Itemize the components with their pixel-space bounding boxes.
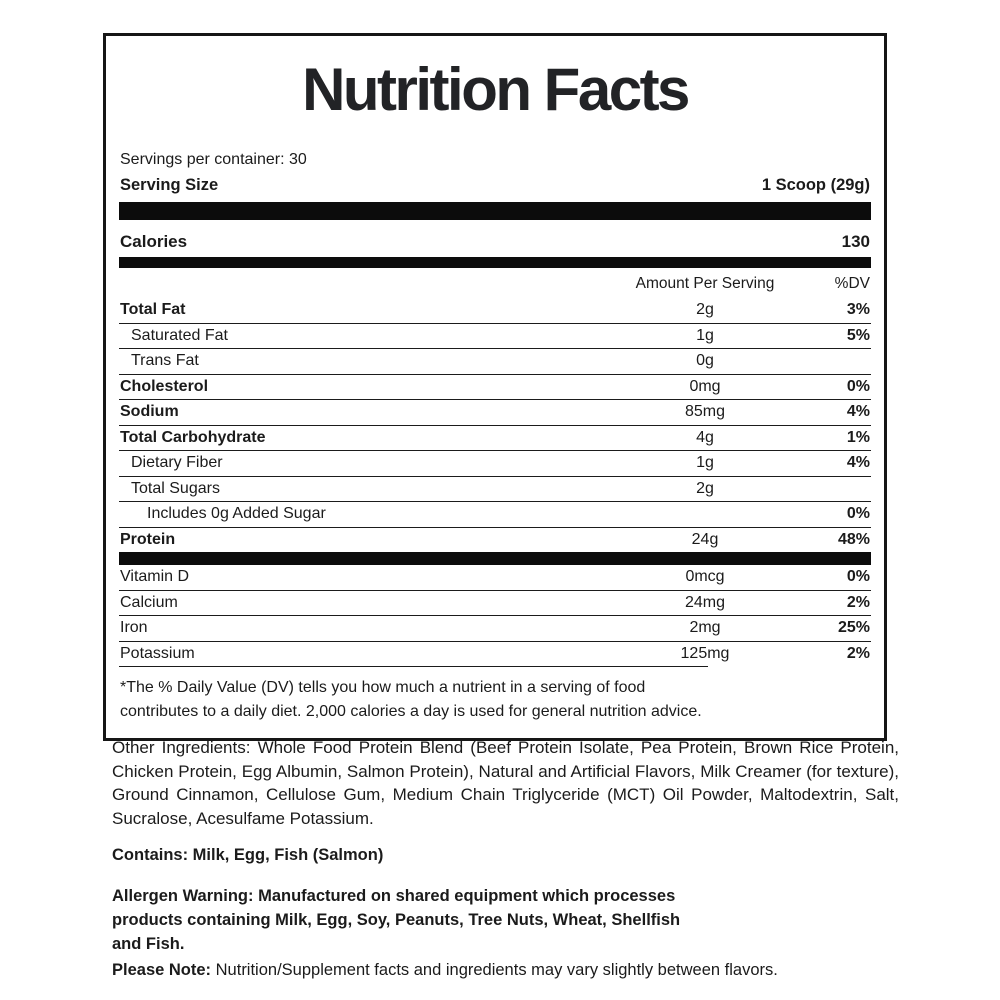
divider-bar-protein: [119, 552, 871, 565]
serving-size-row: [119, 176, 871, 202]
nutrient-name: Sodium: [120, 403, 179, 420]
nutrient-dv: 2%: [846, 593, 870, 611]
column-header-amount: Amount Per Serving: [635, 275, 775, 292]
nutrient-amount: 0mg: [689, 377, 721, 395]
nutrient-name: Total Fat: [120, 301, 186, 318]
serving-size-value: 1 Scoop (29g): [761, 176, 870, 194]
nutrient-rows-section: [119, 298, 871, 552]
divider-bar-thick: [119, 202, 871, 220]
please-note-label: Please Note:: [112, 961, 212, 979]
nutrient-name: Trans Fat: [131, 352, 199, 369]
please-note: [112, 959, 899, 982]
below-label-section: [112, 736, 899, 982]
nutrient-amount: 85mg: [684, 403, 726, 420]
nutrient-row: [119, 374, 871, 400]
nutrient-amount: 1g: [696, 454, 714, 471]
calories-row: [119, 220, 871, 257]
nutrient-dv: 3%: [846, 301, 870, 318]
daily-value-footnote: *The % Daily Value (DV) tells you how much a nutrient in a serving of food contributes to a daily diet. 2,000 calories a day is used for general nutrition advice.: [119, 666, 708, 724]
please-note-text: Nutrition/Supplement facts and ingredients may vary slightly between flavors.: [215, 961, 778, 979]
nutrient-dv: 48%: [837, 530, 870, 548]
nutrient-name: Total Carbohydrate: [120, 428, 266, 446]
nutrient-name: Dietary Fiber: [131, 454, 223, 471]
nutrient-name: Total Sugars: [131, 479, 220, 497]
nutrient-dv: 0%: [846, 377, 870, 395]
nutrient-row: [119, 399, 871, 425]
nutrient-amount: 1g: [696, 326, 714, 344]
nutrient-name: Includes 0g Added Sugar: [147, 505, 326, 522]
nutrient-amount: 2g: [696, 301, 714, 318]
nutrient-dv: 1%: [846, 428, 870, 446]
divider-bar-medium: [119, 257, 871, 268]
nutrient-row: [119, 476, 871, 502]
nutrient-dv: 2%: [846, 644, 870, 662]
column-header-dv: %DV: [834, 275, 870, 292]
nutrition-facts-panel: [103, 33, 887, 741]
other-ingredients-text: Other Ingredients: Whole Food Protein Blend (Beef Protein Isolate, Pea Protein, Brown Rice Protein, Chicken Protein, Egg Albumin, Salmon Protein), Natural and Artificial Flavors, Milk Creamer (for texture), Ground Cinnamon, Cellulose Gum, Medium Chain Triglyceride (MCT) Oil Powder, Maltodextrin, Salt, Sucralose, Acesulfame Potassium.: [112, 738, 899, 828]
nutrient-amount: 24mg: [684, 593, 726, 611]
nutrient-name: Protein: [120, 530, 176, 548]
allergen-warning: [112, 884, 690, 956]
nutrient-amount: 125mg: [680, 644, 730, 662]
serving-size-label: Serving Size: [120, 176, 219, 194]
nutrient-name: Iron: [120, 619, 148, 636]
nutrient-row: [119, 298, 871, 323]
nutrient-name: Calcium: [120, 593, 178, 611]
nutrient-row: [119, 501, 871, 527]
nutrient-row: [119, 425, 871, 451]
nutrient-dv: 4%: [846, 403, 870, 420]
nutrient-amount: 2mg: [689, 619, 721, 636]
nutrient-row: [119, 565, 871, 590]
nutrient-row: [119, 527, 871, 553]
nutrient-dv: 25%: [837, 619, 870, 636]
nutrient-row: [119, 348, 871, 374]
allergen-warning-label: Allergen Warning:: [112, 887, 254, 905]
contains-statement: Contains: Milk, Egg, Fish (Salmon): [112, 846, 384, 864]
vitamin-rows-section: [119, 565, 871, 666]
nutrient-name: Vitamin D: [120, 568, 190, 585]
nutrient-dv: 4%: [846, 454, 870, 471]
nutrient-amount: 2g: [696, 479, 714, 497]
calories-value: 130: [841, 232, 870, 251]
column-header-row: [119, 268, 871, 298]
servings-per-container: Servings per container: 30: [120, 151, 307, 168]
calories-label: Calories: [120, 232, 188, 251]
nutrient-row: [119, 590, 871, 616]
allergen-warning-text: Manufactured on shared equipment which processes products containing Milk, Egg, Soy, Peanuts, Tree Nuts, Wheat, Shellfish and Fish.: [112, 887, 681, 953]
nutrient-amount: 24g: [691, 530, 719, 548]
nutrient-row: [119, 615, 871, 641]
nutrient-name: Potassium: [120, 644, 195, 662]
nutrient-dv: 5%: [846, 326, 870, 344]
nutrient-row: [119, 641, 871, 667]
nutrition-facts-title: Nutrition Facts: [302, 56, 688, 123]
nutrient-name: Cholesterol: [120, 377, 209, 395]
nutrient-dv: 0%: [846, 568, 870, 585]
nutrient-amount: 4g: [696, 428, 714, 446]
nutrient-amount: 0mcg: [685, 568, 725, 585]
nutrient-amount: 0g: [696, 352, 714, 369]
nutrient-name: Saturated Fat: [131, 326, 228, 344]
nutrient-dv: 0%: [846, 505, 870, 522]
nutrient-row: [119, 450, 871, 476]
nutrient-row: [119, 323, 871, 349]
